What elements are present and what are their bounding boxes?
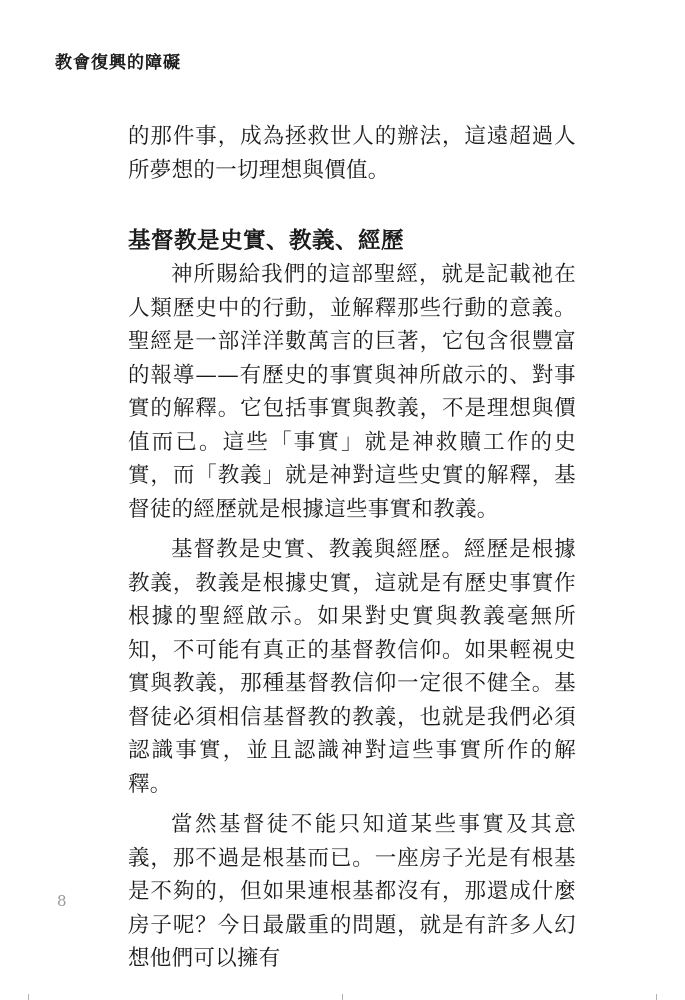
running-head: 教會復興的障礙 bbox=[55, 53, 181, 73]
paragraph-3: 當然基督徒不能只知道某些事實及其意義，那不過是根基而已。一座房子光是有根基是不夠的，但如果連根基都沒有，那還成什麼房子呢？今日最嚴重的問題，就是有許多人幻想他們可以擁有 bbox=[128, 812, 576, 971]
crop-mark-center bbox=[342, 994, 343, 1000]
paragraph-2: 基督教是史實、教義與經歷。經歷是根據教義，教義是根據史實，這就是有歷史事實作根據的聖經啟示。如果對史實與教義毫無所知，不可能有真正的基督教信仰。如果輕視史實與教義，那種基督教信仰一定很不健全。基督徒必須相信基督教的教義，也就是我們必須認識事實，並且認識神對這些事實所作的解釋。 bbox=[128, 537, 576, 797]
paragraph-1: 神所賜給我們的這部聖經，就是記載祂在人類歷史中的行動，並解釋那些行動的意義。聖經是一部洋洋數萬言的巨著，它包含很豐富的報導——有歷史的事實與神所啟示的、對事實的解釋。它包括事實與教義，不是理想與價值而已。這些「事實」就是神救贖工作的史實，而「教義」就是神對這些史實的解釋，基督徒的經歷就是根據這些事實和教義。 bbox=[128, 262, 576, 522]
section-heading: 基督教是史實、教義、經歷 bbox=[128, 228, 405, 254]
page-number: 8 bbox=[57, 892, 67, 910]
body-text bbox=[128, 120, 576, 976]
intro-paragraph: 的那件事，成為拯救世人的辦法，這遠超過人所夢想的一切理想與價值。 bbox=[128, 124, 576, 183]
crop-mark-left bbox=[28, 994, 29, 1000]
crop-mark-right bbox=[656, 994, 657, 1000]
